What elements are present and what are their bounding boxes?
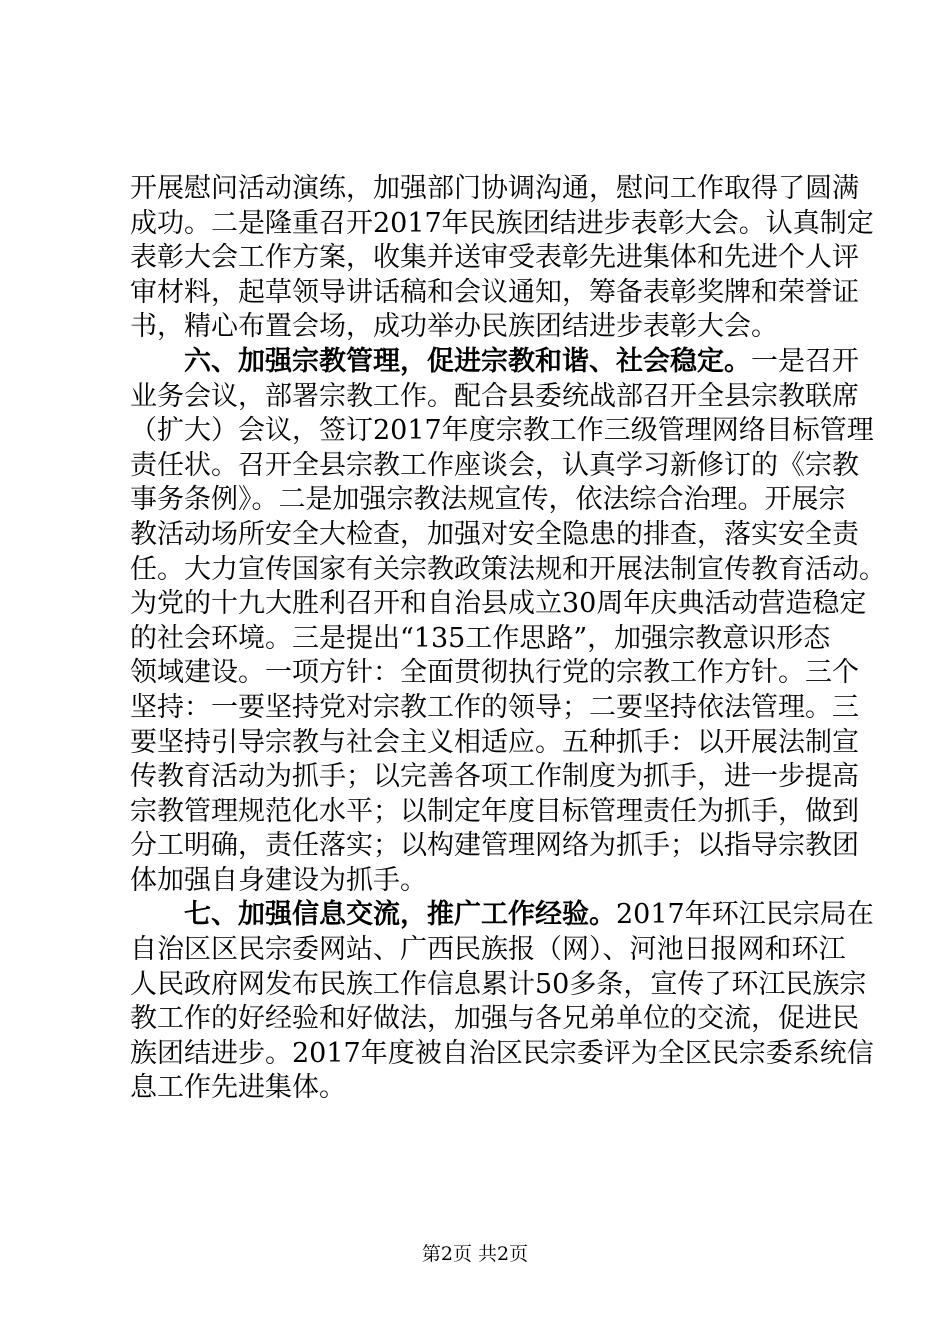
body-line: 责任状。召开全县宗教工作座谈会，认真学习新修订的《宗教 bbox=[130, 449, 859, 481]
body-line: 任。大力宣传国家有关宗教政策法规和开展法制宣传教育活动。 bbox=[130, 553, 886, 585]
body-line: 分工明确，责任落实；以构建管理网络为抓手；以指导宗教团 bbox=[130, 830, 859, 862]
body-line: 事务条例》。二是加强宗教法规宣传，依法综合治理。开展宗 bbox=[130, 484, 846, 516]
section-six-heading-line: 六、加强宗教管理，促进宗教和谐、社会稳定。一是召开 bbox=[184, 345, 859, 377]
body-line: 的社会环境。三是提出“135工作思路”，加强宗教意识形态 bbox=[130, 622, 831, 654]
body-line: 息工作先进集体。 bbox=[130, 1072, 346, 1104]
body-line: 业务会议，部署宗教工作。配合县委统战部召开全县宗教联席 bbox=[130, 380, 859, 412]
section-seven-heading-line: 七、加强信息交流，推广工作经验。2017年环江民宗局在 bbox=[184, 899, 874, 931]
body-line: 体加强自身建设为抓手。 bbox=[130, 864, 427, 896]
body-line: 传教育活动为抓手；以完善各项工作制度为抓手，进一步提高 bbox=[130, 761, 859, 793]
page-number-footer: 第2页 共2页 bbox=[421, 1243, 529, 1265]
section-heading: 六、加强宗教管理，促进宗教和谐、社会稳定。 bbox=[184, 345, 751, 377]
body-line: 表彰大会工作方案，收集并送审受表彰先进集体和先进个人评 bbox=[130, 242, 859, 274]
body-line: （扩大）会议，签订2017年度宗教工作三级管理网络目标管理 bbox=[130, 415, 874, 447]
body-line: 成功。二是隆重召开2017年民族团结进步表彰大会。认真制定 bbox=[130, 207, 874, 239]
body-line: 人民政府网发布民族工作信息累计50多条，宣传了环江民族宗 bbox=[130, 968, 867, 1000]
body-line: 为党的十九大胜利召开和自治县成立30周年庆典活动营造稳定 bbox=[130, 588, 867, 620]
body-line: 自治区区民宗委网站、广西民族报（网）、河池日报网和环江 bbox=[130, 934, 846, 966]
body-line: 要坚持引导宗教与社会主义相适应。五种抓手：以开展法制宣 bbox=[130, 726, 859, 758]
section-heading: 七、加强信息交流，推广工作经验。 bbox=[184, 899, 616, 931]
body-line: 族团结进步。2017年度被自治区民宗委评为全区民宗委系统信 bbox=[130, 1037, 874, 1069]
document-body bbox=[130, 172, 886, 1106]
body-line: 审材料，起草领导讲话稿和会议通知，筹备表彰奖牌和荣誉证 bbox=[130, 276, 859, 308]
body-line: 领域建设。一项方针：全面贯彻执行党的宗教工作方针。三个 bbox=[130, 657, 859, 689]
body-line: 坚持：一要坚持党对宗教工作的领导；二要坚持依法管理。三 bbox=[130, 691, 859, 723]
body-line: 书，精心布置会场，成功举办民族团结进步表彰大会。 bbox=[130, 311, 778, 343]
body-line: 教工作的好经验和好做法，加强与各兄弟单位的交流，促进民 bbox=[130, 1003, 859, 1035]
body-line: 宗教管理规范化水平；以制定年度目标管理责任为抓手，做到 bbox=[130, 795, 859, 827]
body-line: 开展慰问活动演练，加强部门协调沟通，慰问工作取得了圆满 bbox=[130, 173, 859, 204]
body-line: 教活动场所安全大检查，加强对安全隐患的排查，落实安全责 bbox=[130, 518, 859, 550]
